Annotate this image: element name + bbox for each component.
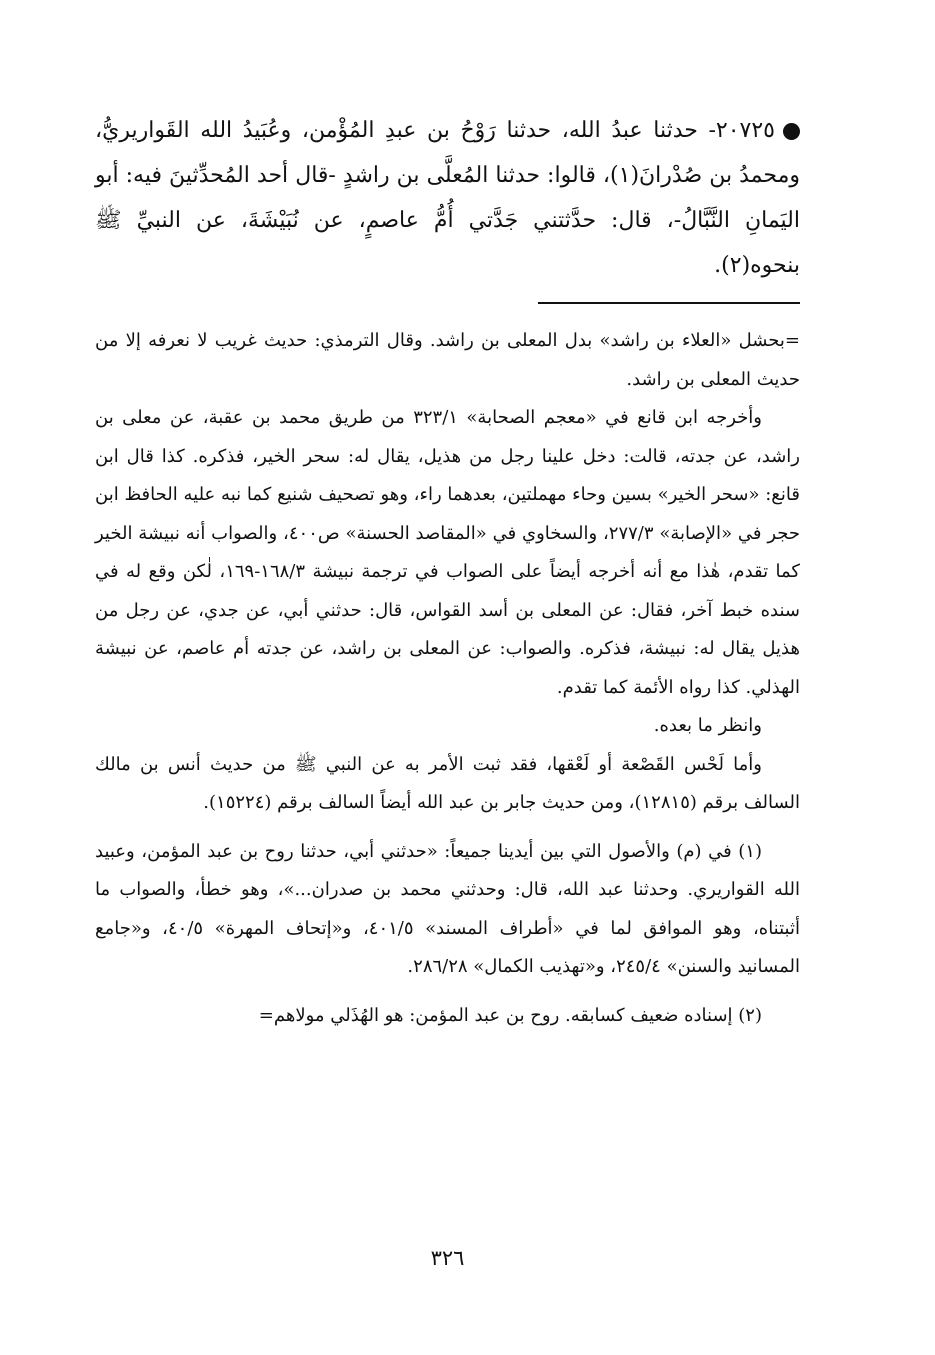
footnote-divider — [538, 302, 800, 304]
note-continuation: =بحشل «العلاء بن راشد» بدل المعلى بن راشد. وقال الترمذي: حديث غريب لا نعرفه إلا من حديث المعلى بن راشد. — [95, 330, 800, 390]
page — [95, 108, 800, 1308]
note-paragraph-takhrij: وأخرجه ابن قانع في «معجم الصحابة» ٣٢٣/١ من طريق محمد بن عقبة، عن معلى بن راشد، عن جدته، قالت: دخل علينا رجل من هذيل، يقال له: سحر الخير، فذكره. كذا قال ابن قانع: «سحر الخير» بسين وحاء مهملتين، بعدهما راء، وهو تصحيف شنيع كما نبه عليه الحافظ ابن حجر في «الإصابة» ٢٧٧/٣، والسخاوي في «المقاصد الحسنة» ص٤٠٠، والصواب أنه نبيشة الخير كما تقدم، هٰذا مع أنه أخرجه أيضاً على الصواب في ترجمة نبيشة ١٦٨/٣-١٦٩، لٰكن وقع له في سنده خبط آخر، فقال: عن المعلى بن أسد القواس، قال: حدثني أبي، عن جدي، عن رجل من هذيل يقال له: نبيشة، فذكره. والصواب: عن المعلى بن راشد، عن جدته أم عاصم، عن نبيشة الهذلي. كذا رواه الأئمة كما تقدم. — [95, 407, 801, 698]
notes-section — [95, 322, 800, 1035]
footnote-2: (٢) إسناده ضعيف كسابقه. روح بن عبد المؤمن: هو الهُذَلي مولاهم= — [258, 1004, 762, 1026]
note-paragraph-see-next: وانظر ما بعده. — [653, 715, 762, 736]
bullet-icon — [783, 123, 800, 140]
hadith-text-block — [95, 108, 800, 288]
hadith-text: ٢٠٧٢٥- حدثنا عبدُ الله، حدثنا رَوْحُ بن عبدِ المُؤْمن، وعُبَيدُ الله القَواريريُّ، ومحمدُ بن صُدْرانَ(١)، قالوا: حدثنا المُعلَّى بن راشدٍ -قال أحد المُحدِّثينَ فيه: أبو اليَمانِ النَّبَّالُ-، قال: حدَّثتني جَدَّتي أُمُّ عاصمٍ، عن نُبَيْشَةَ، عن النبيِّ ﷺ بنحوه(٢). — [95, 118, 800, 278]
page-number: ٣٢٦ — [430, 1246, 465, 1270]
footnote-1: (١) في (م) والأصول التي بين أيدينا جميعاً: «حدثني أبي، حدثنا روح بن عبد المؤمن، وعبيد الله القواريري. وحدثنا عبد الله، قال: وحدثني محمد بن صدران...»، وهو خطأ، والصواب ما أثبتناه، وهو الموافق لما في «أطراف المسند» ٤٠١/٥، و«إتحاف المهرة» ٤٠/٥، و«جامع المسانيد والسنن» ٢٤٥/٤، و«تهذيب الكمال» ٢٨٦/٢٨. — [95, 840, 800, 977]
note-paragraph-qasa: وأما لَحْس القَصْعة أو لَعْقها، فقد ثبت الأمر به عن النبي ﷺ من حديث أنس بن مالك السالف برقم (١٢٨١٥)، ومن حديث جابر بن عبد الله أيضاً السالف برقم (١٥٢٢٤). — [95, 753, 800, 813]
